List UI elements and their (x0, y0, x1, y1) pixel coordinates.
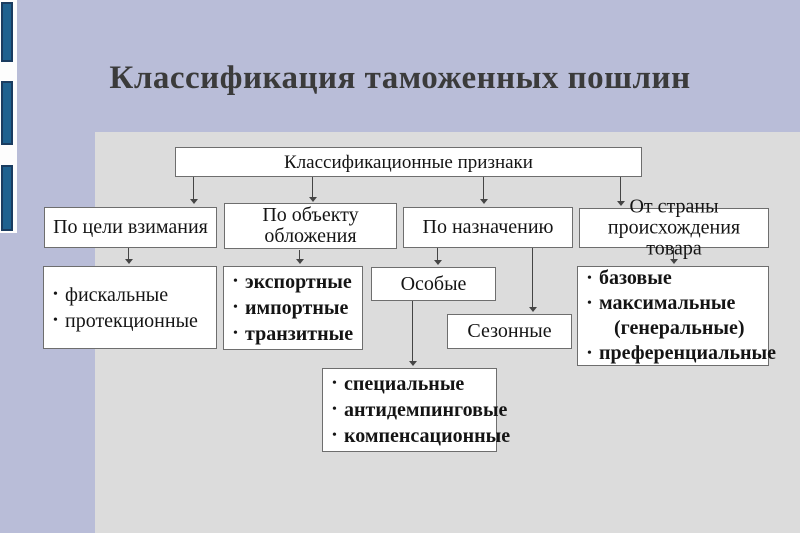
bullet-item: • преференциальные (584, 341, 768, 366)
connector-arrow (312, 177, 313, 197)
connector-arrow (299, 250, 300, 259)
bullet-list (50, 282, 216, 334)
criterion-box-purpose (44, 207, 217, 248)
connector-arrow (193, 177, 194, 199)
criterion-label: По цели взимания (53, 216, 208, 238)
slide-title: Классификация таможенных пошлин (109, 60, 691, 96)
bullet-item: • фискальные (50, 282, 216, 308)
criterion-box-country-of-origin (579, 195, 769, 260)
accent-bar (1, 2, 13, 62)
box-label: Особые (400, 272, 467, 295)
bullet-item: • экспортные (230, 269, 362, 295)
bullet-item: • транзитные (230, 321, 362, 347)
leaf-box-purpose-types (43, 266, 217, 349)
connector-arrow (437, 248, 438, 260)
bullet-item: • максимальные (584, 291, 768, 316)
connector-arrow (483, 177, 484, 199)
criterion-label: От страны происхождения товара (607, 195, 741, 260)
criterion-label: По назначению (422, 216, 554, 238)
criterion-label: По объекту обложения (262, 204, 359, 247)
connector-arrow (532, 248, 533, 307)
criterion-box-designation (403, 207, 573, 248)
bullet-list (584, 266, 777, 366)
criterion-box-object (224, 203, 397, 249)
bullet-list (329, 371, 511, 449)
box-osobye (371, 267, 496, 301)
box-label: Сезонные (467, 320, 552, 342)
leaf-box-origin-types (577, 266, 777, 366)
root-box-classification-criteria (175, 147, 642, 177)
bullet-item: • антидемпинговые (329, 397, 496, 423)
bullet-item: • протекционные (50, 308, 216, 334)
bullet-list (230, 269, 362, 347)
root-box-label: Классификационные признаки (284, 151, 533, 173)
accent-strip (0, 0, 17, 233)
bullet-item-continuation: (генеральные) (614, 317, 745, 339)
leaf-box-special-types (322, 368, 511, 452)
bullet-item: • импортные (230, 295, 362, 321)
bullet-item: • компенсационные (329, 423, 496, 449)
connector-arrow (128, 248, 129, 259)
connector-arrow (412, 301, 413, 361)
leaf-box-object-types (223, 266, 363, 350)
bullet-item: • специальные (329, 371, 496, 397)
box-sezonnye (447, 314, 572, 349)
accent-bar (1, 165, 13, 231)
bullet-item: • базовые (584, 266, 768, 291)
